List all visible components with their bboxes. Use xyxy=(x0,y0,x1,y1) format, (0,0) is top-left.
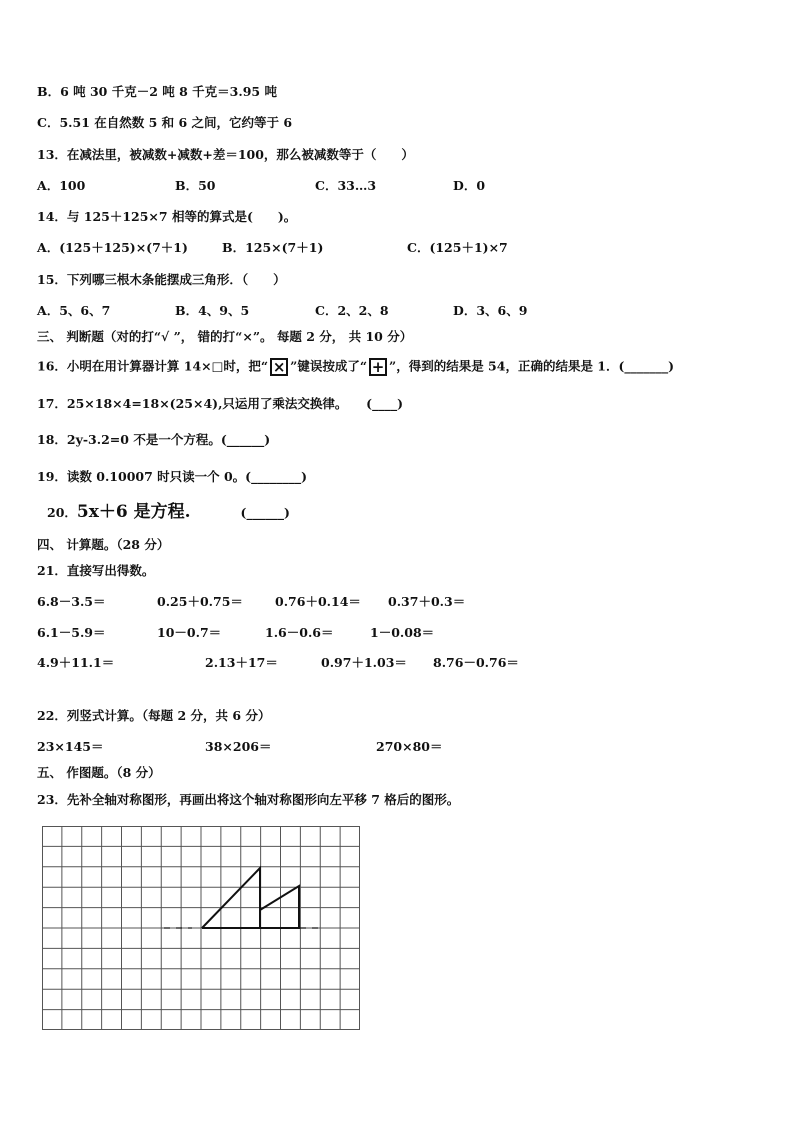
q15-option-d: D．3、6、9 xyxy=(453,303,528,318)
calc-r3-c2: 2.13＋17＝ xyxy=(205,655,278,670)
vertical-calc-1: 23×145＝ xyxy=(37,739,104,754)
calc-r2-c1: 6.1－5.9＝ xyxy=(37,625,106,640)
q15-option-b: B．4、9、5 xyxy=(175,303,250,318)
question-19: 19．读数 0.10007 时只读一个 0。(________) xyxy=(37,469,308,484)
question-23: 23．先补全轴对称图形，再画出将这个轴对称图形向左平移 7 格后的图形。 xyxy=(37,792,460,807)
question-15: 15．下列哪三根木条能摆成三角形．（ ） xyxy=(37,272,286,287)
q20-expression: 5x＋6 是方程. xyxy=(76,502,191,522)
q13-option-c: C．33…3 xyxy=(315,178,377,193)
q20-blank: (______) xyxy=(240,505,290,520)
question-17: 17．25×18×4=18×(25×4),只运用了乘法交换律。 (____) xyxy=(37,396,403,411)
section-4-heading: 四、 计算题。（28 分） xyxy=(37,537,170,552)
question-16 xyxy=(37,358,674,376)
question-18: 18．2y-3.2=0 不是一个方程。(______) xyxy=(37,432,271,447)
option-b-line: B．6 吨 30 千克－2 吨 8 千克＝3.95 吨 xyxy=(37,84,277,99)
q16-text-c: ”，得到的结果是 54，正确的结果是 1．(_______) xyxy=(389,358,675,374)
calc-r3-c4: 8.76－0.76＝ xyxy=(433,655,519,670)
plus-key-icon: + xyxy=(369,358,387,376)
calc-r2-c2: 10－0.7＝ xyxy=(157,625,222,640)
calc-r2-c3: 1.6－0.6＝ xyxy=(265,625,334,640)
question-22: 22．列竖式计算。（每题 2 分，共 6 分） xyxy=(37,708,271,723)
q14-option-b: B．125×(7＋1) xyxy=(222,240,324,255)
multiply-key-icon: × xyxy=(270,358,288,376)
question-21: 21．直接写出得数。 xyxy=(37,563,155,578)
section-3-heading: 三、 判断题（对的打“√ ”， 错的打“×”。 每题 2 分， 共 10 分） xyxy=(37,329,413,344)
section-5-heading: 五、 作图题。（8 分） xyxy=(37,765,161,780)
calc-r1-c4: 0.37＋0.3＝ xyxy=(388,594,466,609)
drawing-grid xyxy=(42,826,360,1030)
q20-number: 20． xyxy=(47,505,77,520)
q14-option-a: A．(125＋125)×(7＋1) xyxy=(37,240,188,255)
question-13: 13．在减法里，被减数+减数+差＝100，那么被减数等于（ ） xyxy=(37,147,414,162)
calc-r1-c3: 0.76＋0.14＝ xyxy=(275,594,361,609)
option-c-line: C．5.51 在自然数 5 和 6 之间，它约等于 6 xyxy=(37,115,293,130)
q13-option-a: A．100 xyxy=(37,178,86,193)
calc-r1-c1: 6.8－3.5＝ xyxy=(37,594,106,609)
vertical-calc-2: 38×206＝ xyxy=(205,739,272,754)
q16-text-b: ”键误按成了“ xyxy=(290,358,368,374)
vertical-calc-3: 270×80＝ xyxy=(376,739,443,754)
question-14: 14．与 125＋125×7 相等的算式是( )。 xyxy=(37,209,297,224)
q13-option-d: D．0 xyxy=(453,178,486,193)
question-20 xyxy=(47,504,290,521)
calc-r1-c2: 0.25＋0.75＝ xyxy=(157,594,243,609)
q14-option-c: C．(125＋1)×7 xyxy=(407,240,508,255)
q15-option-c: C．2、2、8 xyxy=(315,303,389,318)
calc-r3-c1: 4.9＋11.1＝ xyxy=(37,655,115,670)
q16-text-a: 16．小明在用计算器计算 14×□时，把“ xyxy=(37,358,269,374)
q13-option-b: B．50 xyxy=(175,178,216,193)
calc-r2-c4: 1－0.08＝ xyxy=(370,625,435,640)
calc-r3-c3: 0.97＋1.03＝ xyxy=(321,655,407,670)
given-shape xyxy=(202,868,299,928)
q15-option-a: A．5、6、7 xyxy=(37,303,111,318)
